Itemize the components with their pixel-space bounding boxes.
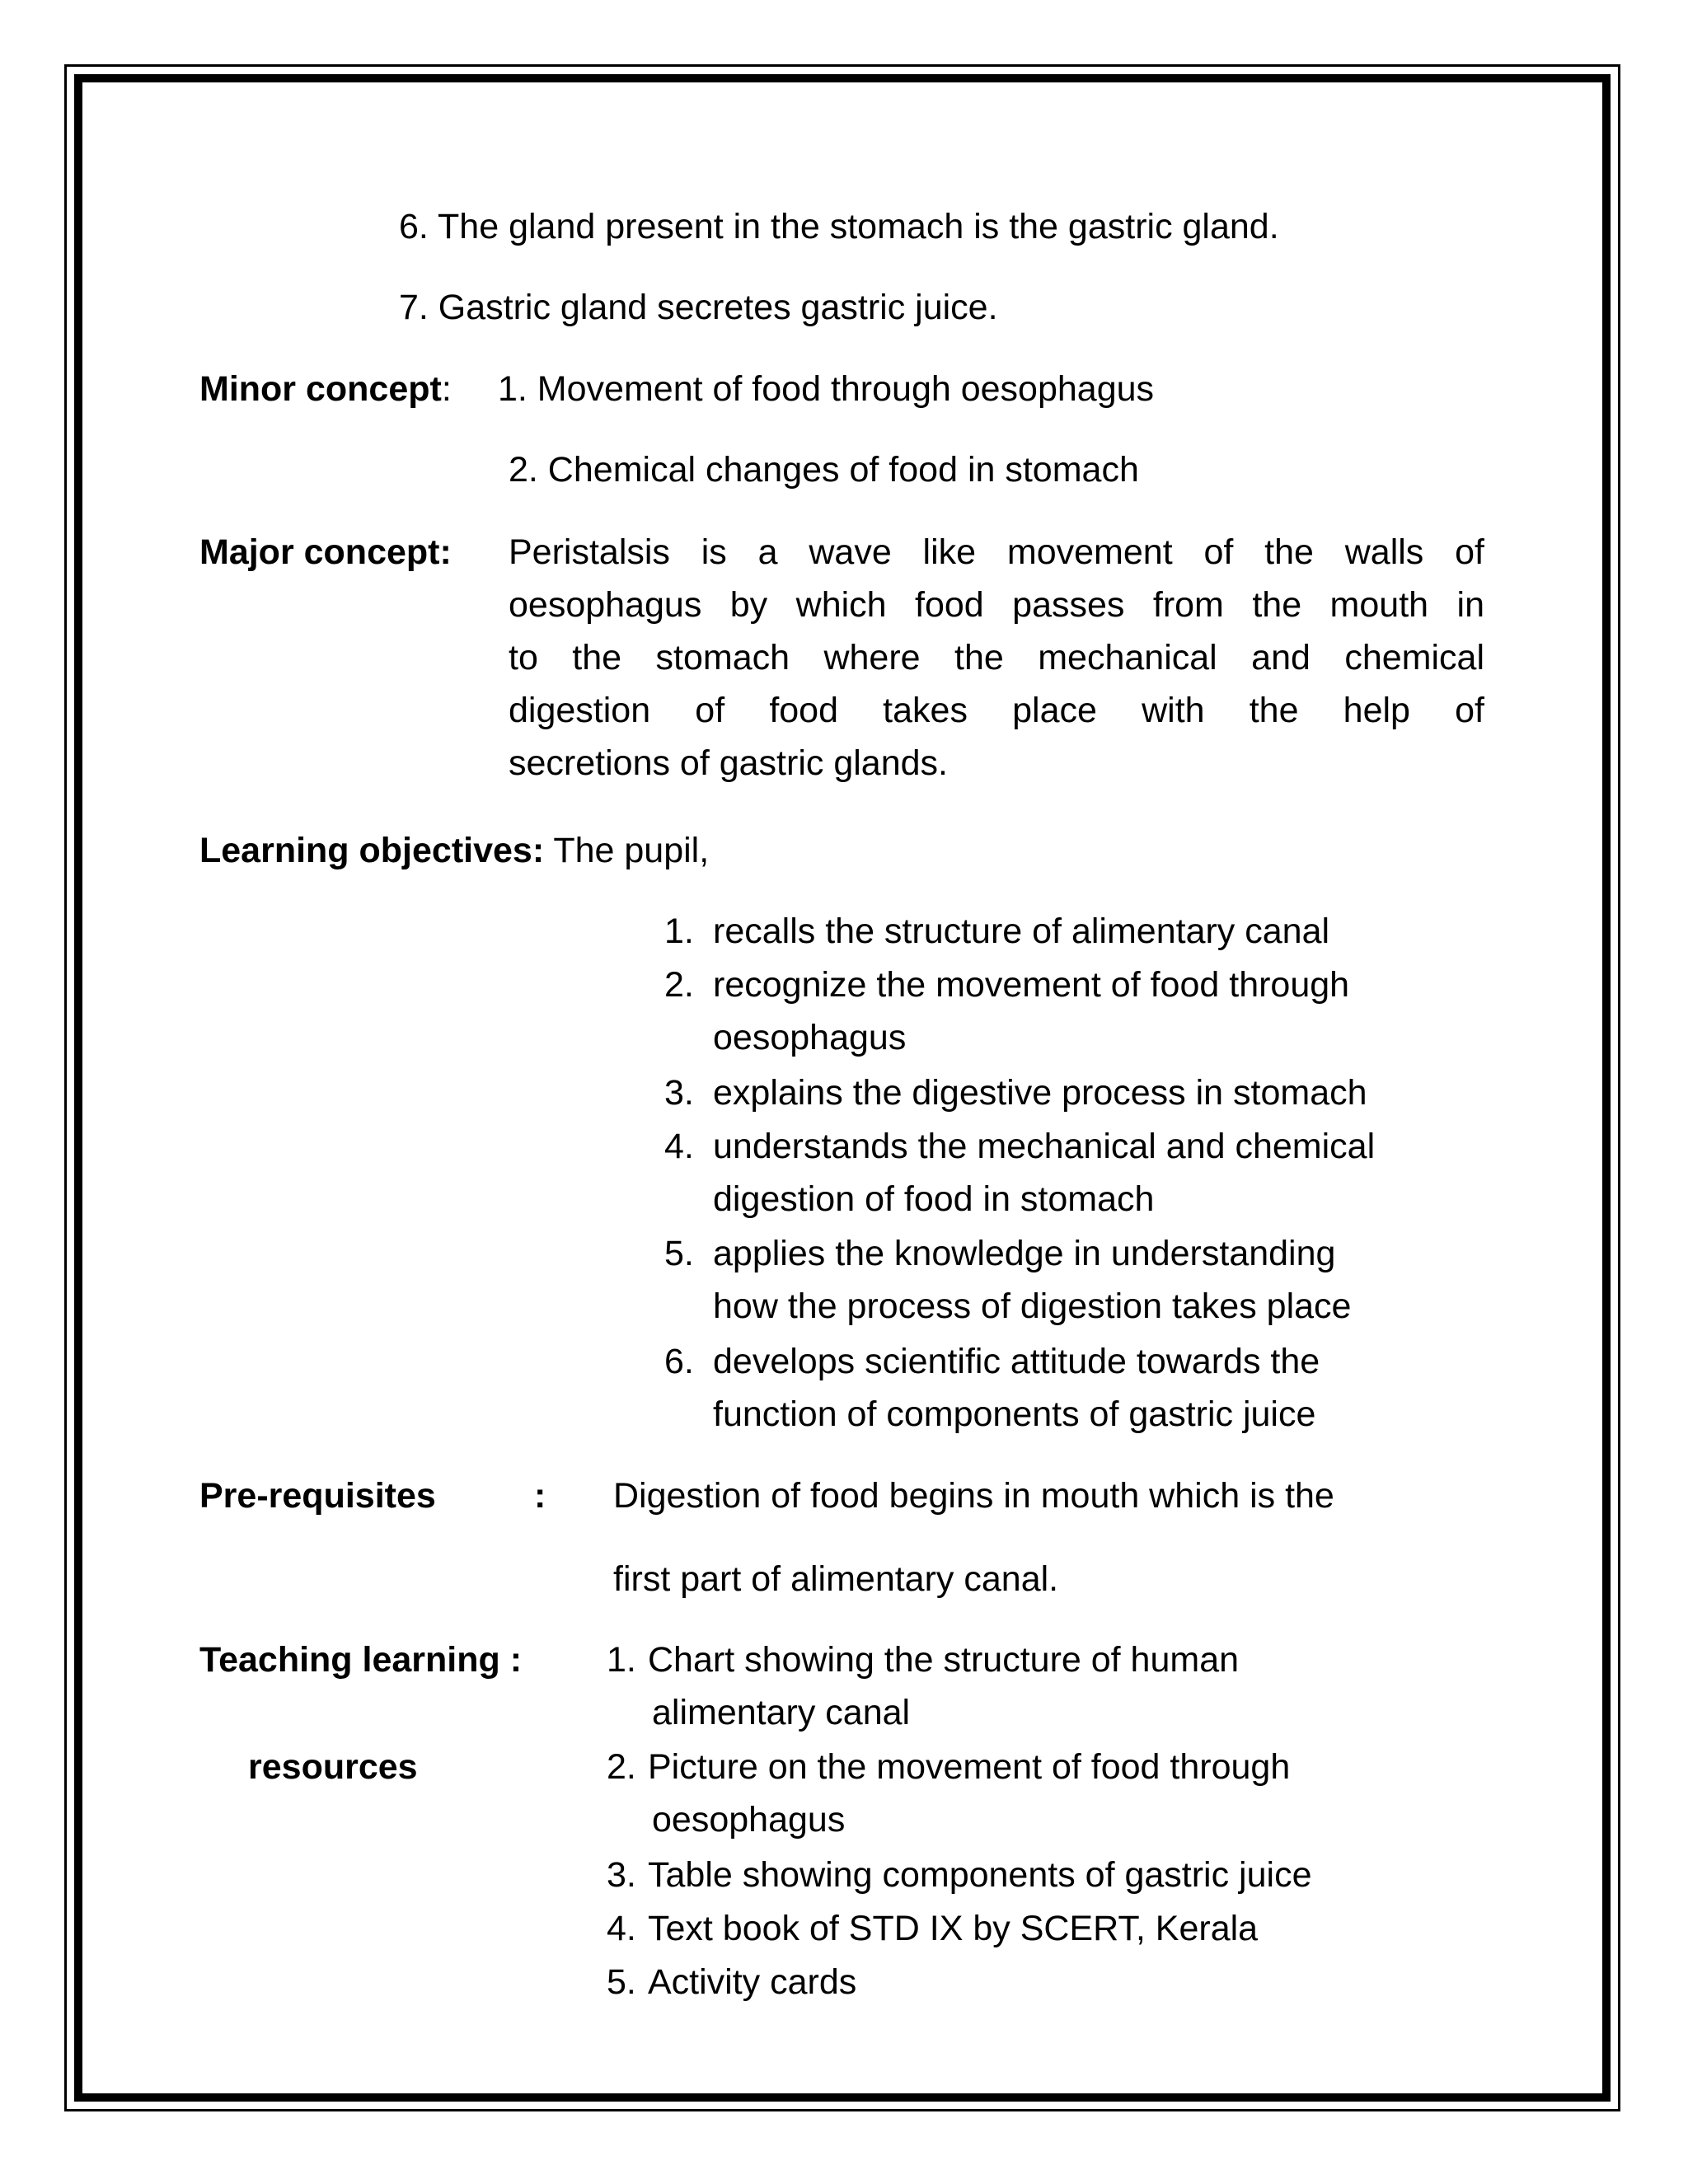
objective-text-cont: function of components of gastric juice: [713, 1394, 1316, 1434]
resources-label-line-1: Teaching learning :: [199, 1640, 523, 1680]
objective-text: recalls the structure of alimentary canal: [713, 912, 1330, 951]
resources-label-line-2: resources: [248, 1747, 418, 1787]
major-concept-line-1: Peristalsis is a wave like movement of the walls of: [509, 532, 1484, 572]
objective-num: 6.: [664, 1342, 694, 1381]
resource-text: Table showing components of gastric juice: [648, 1855, 1312, 1895]
objective-text: develops scientific attitude towards the: [713, 1342, 1320, 1381]
resource-text: Picture on the movement of food through: [648, 1747, 1291, 1787]
objective-text: recognize the movement of food through: [713, 965, 1350, 1005]
resource-num: 2.: [607, 1747, 636, 1787]
objective-text: explains the digestive process in stomach: [713, 1073, 1367, 1113]
learning-objectives-label: Learning objectives:: [199, 831, 545, 870]
minor-concept-heading: [199, 363, 452, 415]
objective-text-cont: oesophagus: [713, 1018, 907, 1057]
learning-objectives-heading: [199, 824, 709, 877]
minor-concept-colon: :: [441, 369, 452, 409]
fact-6: 6. The gland present in the stomach is the gastric gland.: [399, 207, 1279, 246]
resource-text: Chart showing the structure of human: [648, 1640, 1240, 1680]
prerequisites-colon: :: [534, 1476, 546, 1516]
objective-num: 5.: [664, 1234, 694, 1273]
objective-text: understands the mechanical and chemical: [713, 1127, 1376, 1166]
minor-concept-item-2: 2. Chemical changes of food in stomach: [509, 450, 1139, 490]
objective-text-cont: how the process of digestion takes place: [713, 1286, 1352, 1326]
fact-7: 7. Gastric gland secretes gastric juice.: [399, 288, 998, 327]
objective-num: 3.: [664, 1073, 694, 1113]
objective-num: 1.: [664, 912, 694, 951]
major-concept-line-3: to the stomach where the mechanical and chemical: [509, 638, 1484, 677]
resource-text-cont: alimentary canal: [652, 1693, 911, 1732]
objective-num: 4.: [664, 1127, 694, 1166]
resource-num: 3.: [607, 1855, 636, 1895]
resource-num: 1.: [607, 1640, 636, 1680]
prerequisites-label: Pre-requisites: [199, 1476, 436, 1516]
objective-text-cont: digestion of food in stomach: [713, 1179, 1155, 1219]
resource-num: 5.: [607, 1962, 636, 2002]
objective-text: applies the knowledge in understanding: [713, 1234, 1336, 1273]
resource-num: 4.: [607, 1909, 636, 1948]
major-concept-line-4: digestion of food takes place with the help of: [509, 691, 1484, 730]
minor-concept-item-1: 1. Movement of food through oesophagus: [498, 369, 1155, 409]
major-concept-text: [509, 526, 1484, 790]
resource-text-cont: oesophagus: [652, 1800, 846, 1840]
prerequisites-line-1: Digestion of food begins in mouth which is the: [613, 1476, 1334, 1516]
major-concept-line-5: secretions of gastric glands.: [509, 743, 948, 783]
resource-text: Text book of STD IX by SCERT, Kerala: [648, 1909, 1259, 1948]
resource-text: Activity cards: [648, 1962, 857, 2002]
objective-num: 2.: [664, 965, 694, 1005]
minor-concept-label: Minor concept: [199, 369, 442, 409]
major-concept-line-2: oesophagus by which food passes from the mouth in: [509, 585, 1484, 625]
learning-objectives-lead: The pupil,: [553, 831, 710, 870]
prerequisites-line-2: first part of alimentary canal.: [613, 1559, 1059, 1599]
major-concept-label: Major concept:: [199, 532, 452, 572]
